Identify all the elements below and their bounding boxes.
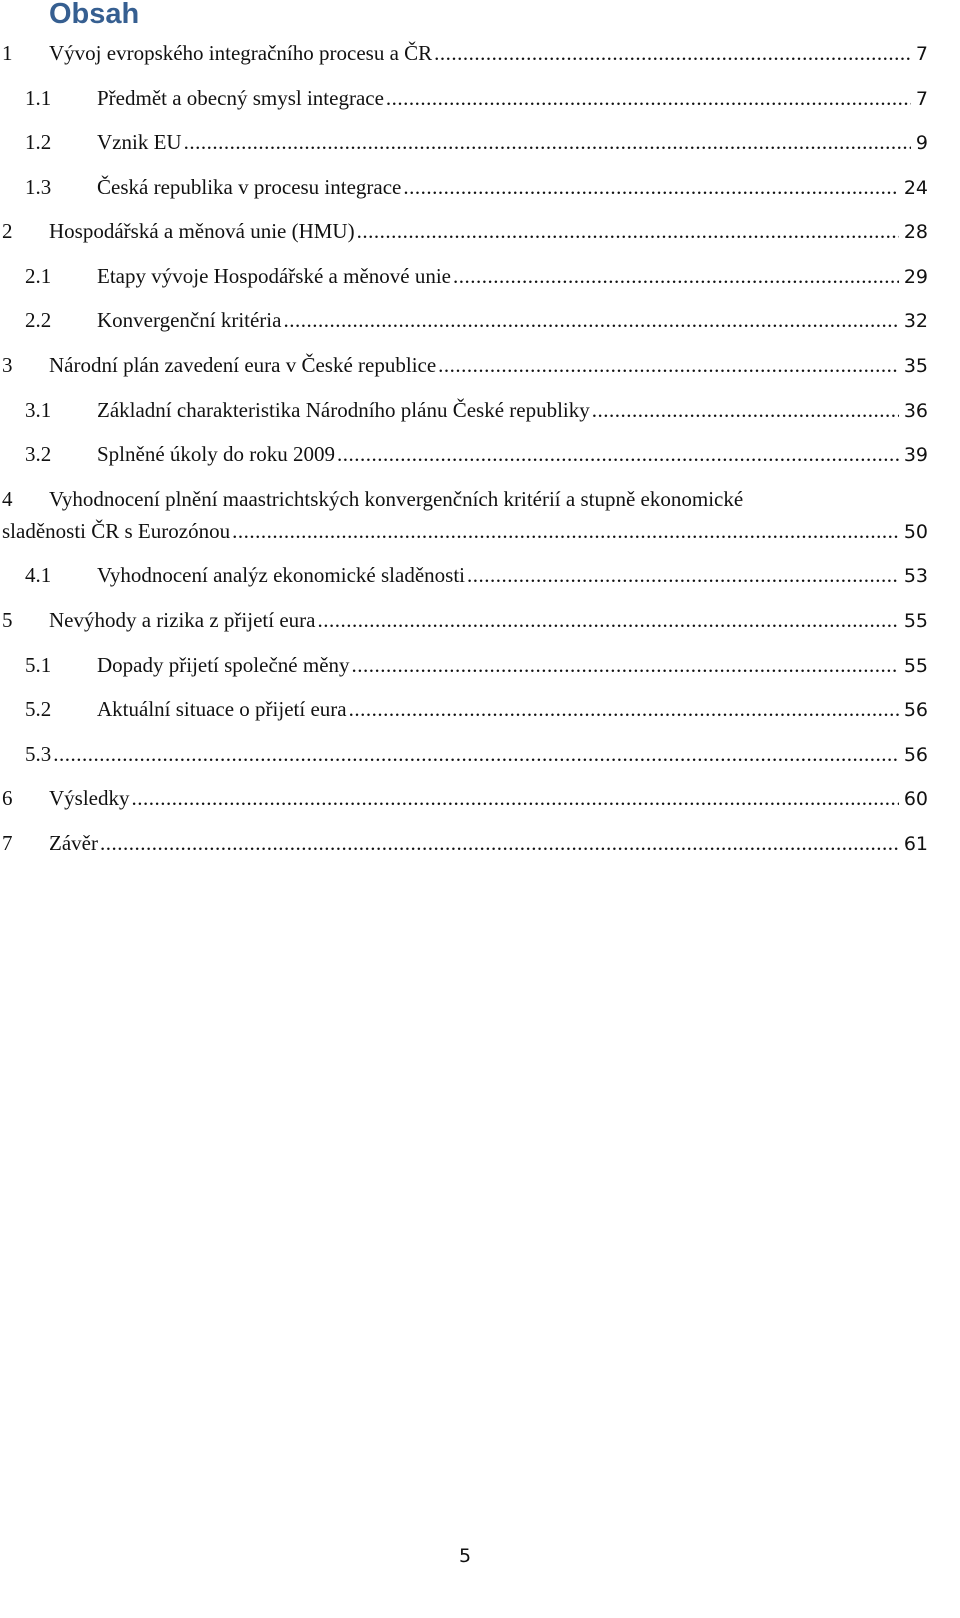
toc-entry-number: 3.2 [25,442,52,466]
toc-entry-label: Konvergenční kritéria [97,308,282,332]
toc-entry-number: 4 [2,487,13,511]
toc-entry-page: 60 [903,788,928,810]
toc-entry-label: Hospodářská a měnová unie (HMU) [49,219,355,243]
toc-entry-number: 5.2 [25,697,52,721]
toc-entry-2[interactable] [0,216,928,246]
toc-entry-page: 29 [903,266,928,288]
toc-entry-number: 7 [2,831,13,855]
toc-entry-4-line2 [0,516,928,546]
toc-entry-2-2[interactable] [0,305,928,335]
toc-dot-leader [53,739,899,769]
toc-entry-page: 7 [915,43,928,65]
toc-entry-label: Dopady přijetí společné měny [97,653,350,677]
toc-dot-leader [232,516,899,546]
toc-dot-leader [337,439,899,469]
toc-entry-label: Česká republika v procesu integrace [97,175,402,199]
toc-entry-number: 6 [2,786,13,810]
toc-entry-page: 28 [903,221,928,243]
toc-entry-label: Národní plán zavedení eura v České republice [49,353,437,377]
toc-entry-5-3[interactable] [0,739,928,769]
toc-entry-number: 5.3 [25,742,52,766]
toc-title: Obsah [49,0,140,30]
toc-entry-label: Aktuální situace o přijetí eura [97,697,347,721]
toc-entry-page: 50 [903,521,928,543]
toc-dot-leader [403,172,898,202]
toc-entry-label: Závěr [49,831,98,855]
toc-entry-1-3[interactable] [0,172,928,202]
toc-entry-7[interactable] [0,828,928,858]
toc-entry-page: 7 [915,88,928,110]
toc-entry-4-1[interactable] [0,560,928,590]
toc-entry-number: 5 [2,608,13,632]
toc-dot-leader [317,605,898,635]
toc-dot-leader [349,694,899,724]
toc-dot-leader [283,305,898,335]
toc-dot-leader [357,216,899,246]
toc-entry-6[interactable] [0,783,928,813]
toc-entry-label: Výsledky [49,786,130,810]
toc-entry-label: Základní charakteristika Národního plánu České republiky [97,398,590,422]
toc-entry-3-1[interactable] [0,395,928,425]
toc-entry-page: 39 [903,444,928,466]
toc-dot-leader [132,783,899,813]
toc-entry-page: 35 [903,355,928,377]
toc-entry-page: 24 [903,177,928,199]
toc-dot-leader [386,83,911,113]
toc-entry-number: 3 [2,353,13,377]
toc-entry-page: 53 [903,565,928,587]
toc-entry-label: Vyhodnocení analýz ekonomické sladěnosti [97,563,465,587]
toc-entry-label: Etapy vývoje Hospodářské a měnové unie [97,264,451,288]
toc-entry-number: 1.2 [25,130,52,154]
toc-entry-number: 2.1 [25,264,52,288]
toc-entry-page: 56 [903,744,928,766]
toc-entry-number: 3.1 [25,398,52,422]
toc-entry-page: 32 [903,310,928,332]
toc-entry-number: 1.1 [25,86,52,110]
toc-dot-leader [453,261,899,291]
toc-entry-page: 36 [903,400,928,422]
toc-dot-leader [467,560,899,590]
toc-entry-page: 9 [915,132,928,154]
toc-entry-label: Nevýhody a rizika z přijetí eura [49,608,316,632]
page-number: 5 [458,1545,472,1567]
toc-entry-page: 55 [903,610,928,632]
toc-entry-page: 61 [903,833,928,855]
toc-dot-leader [434,38,911,68]
toc-dot-leader [184,127,911,157]
toc-entry-5[interactable] [0,605,928,635]
toc-entry-page: 55 [903,655,928,677]
toc-entry-5-1[interactable] [0,650,928,680]
toc-entry-page: 56 [903,699,928,721]
toc-dot-leader [352,650,899,680]
toc-entry-number: 4.1 [25,563,52,587]
toc-entry-number: 5.1 [25,653,52,677]
toc-entry-1[interactable] [0,38,928,68]
toc-entry-3[interactable] [0,350,928,380]
toc-entry-3-2[interactable] [0,439,928,469]
toc-dot-leader [438,350,899,380]
toc-entry-label-line1: Vyhodnocení plnění maastrichtských konvergenčních kritérií a stupně ekonomické [49,487,744,511]
toc-entry-number: 1 [2,41,13,65]
toc-entry-1-2[interactable] [0,127,928,157]
toc-entry-number: 2 [2,219,13,243]
toc-entry-number: 2.2 [25,308,52,332]
toc-entry-5-2[interactable] [0,694,928,724]
toc-dot-leader [100,828,899,858]
toc-entry-label: Předmět a obecný smysl integrace [97,86,384,110]
toc-entry-number: 1.3 [25,175,52,199]
toc-entry-label-line2: sladěnosti ČR s Eurozónou [2,519,231,543]
toc-entry-2-1[interactable] [0,261,928,291]
toc-dot-leader [592,395,899,425]
toc-entry-label: Vývoj evropského integračního procesu a ČR [49,41,433,65]
toc-entry-label: Vznik EU [97,130,182,154]
toc-entry-1-1[interactable] [0,83,928,113]
toc-entry-label: Splněné úkoly do roku 2009 [97,442,335,466]
